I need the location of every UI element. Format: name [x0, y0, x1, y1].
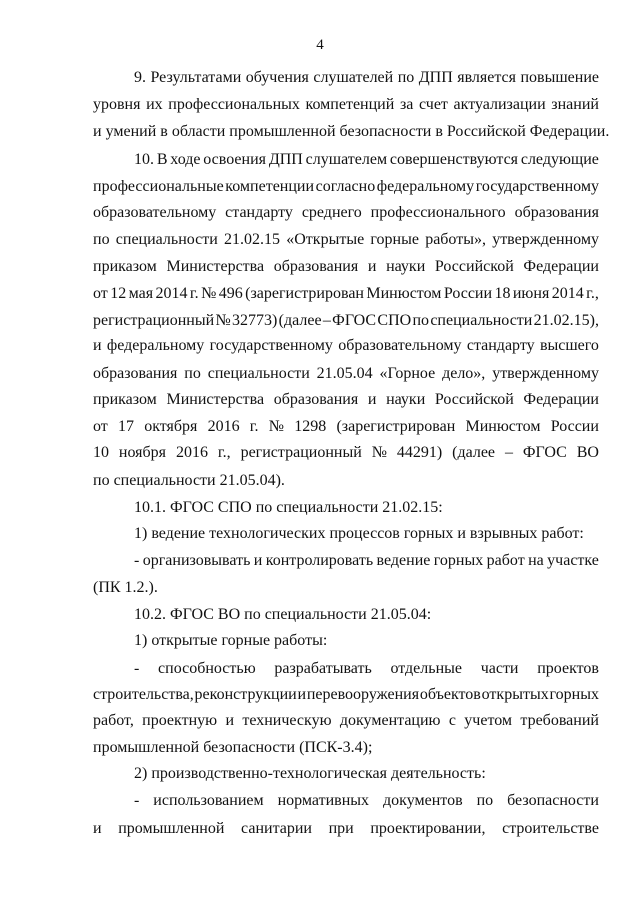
text-line: по специальности 21.02.15 «Открытые горные работы», утвержденному [93, 231, 599, 248]
text-line: 10.1. ФГОС СПО по специальности 21.02.15: [134, 499, 443, 516]
page-number: 4 [316, 37, 324, 53]
text-line: 10 ноября 2016 г., регистрационный № 44291) (далее – ФГОС ВО [93, 444, 599, 461]
text-line: 1) открытые горные работы: [134, 632, 328, 649]
text-line: приказом Министерства образования и науки Российской Федерации [93, 258, 599, 275]
text-line: от 12 мая 2014 г. № 496 (зарегистрирован Минюстом России 18 июня 2014 г., [93, 285, 599, 302]
text-line: от 17 октября 2016 г. № 1298 (зарегистрирован Минюстом России [93, 418, 599, 435]
text-line: приказом Министерства образования и науки Российской Федерации [93, 391, 599, 408]
text-line: регистрационный № 32773) (далее – ФГОС СПО по специальности 21.02.15), [93, 312, 599, 329]
text-line: образования по специальности 21.05.04 «Горное дело», утвержденному [93, 365, 599, 382]
text-line: - способностью разрабатывать отдельные части проектов [134, 660, 599, 677]
text-line: промышленной безопасности (ПСК-3.4); [93, 739, 373, 756]
text-line: 2) производственно-технологическая деятельность: [134, 765, 486, 782]
text-line: 10. В ходе освоения ДПП слушателем совершенствуются следующие [134, 151, 599, 168]
text-line: - использованием нормативных документов по безопасности [134, 792, 599, 809]
text-line: работ, проектную и техническую документацию с учетом требований [93, 712, 599, 729]
text-line: уровня их профессиональных компетенций за счет актуализации знаний [93, 96, 599, 113]
text-line: (ПК 1.2.). [93, 579, 158, 596]
text-line: по специальности 21.05.04). [93, 472, 285, 489]
text-line: образовательному стандарту среднего профессионального образования [93, 204, 599, 221]
text-line: и федеральному государственному образовательному стандарту высшего [93, 337, 599, 354]
text-line: 1) ведение технологических процессов горных и взрывных работ: [134, 525, 584, 542]
text-line: - организовывать и контролировать ведение горных работ на участке [134, 552, 599, 569]
text-line: строительства, реконструкции и перевооружения объектов открытых горных [93, 686, 599, 703]
text-line: профессиональные компетенции согласно федеральному государственному [93, 178, 599, 195]
text-line: и промышленной санитарии при проектировании, строительстве [93, 820, 599, 837]
text-line: 9. Результатами обучения слушателей по ДПП является повышение [134, 69, 599, 86]
text-line: 10.2. ФГОС ВО по специальности 21.05.04: [134, 606, 432, 623]
text-line: и умений в области промышленной безопасности в Российской Федерации. [93, 123, 610, 140]
